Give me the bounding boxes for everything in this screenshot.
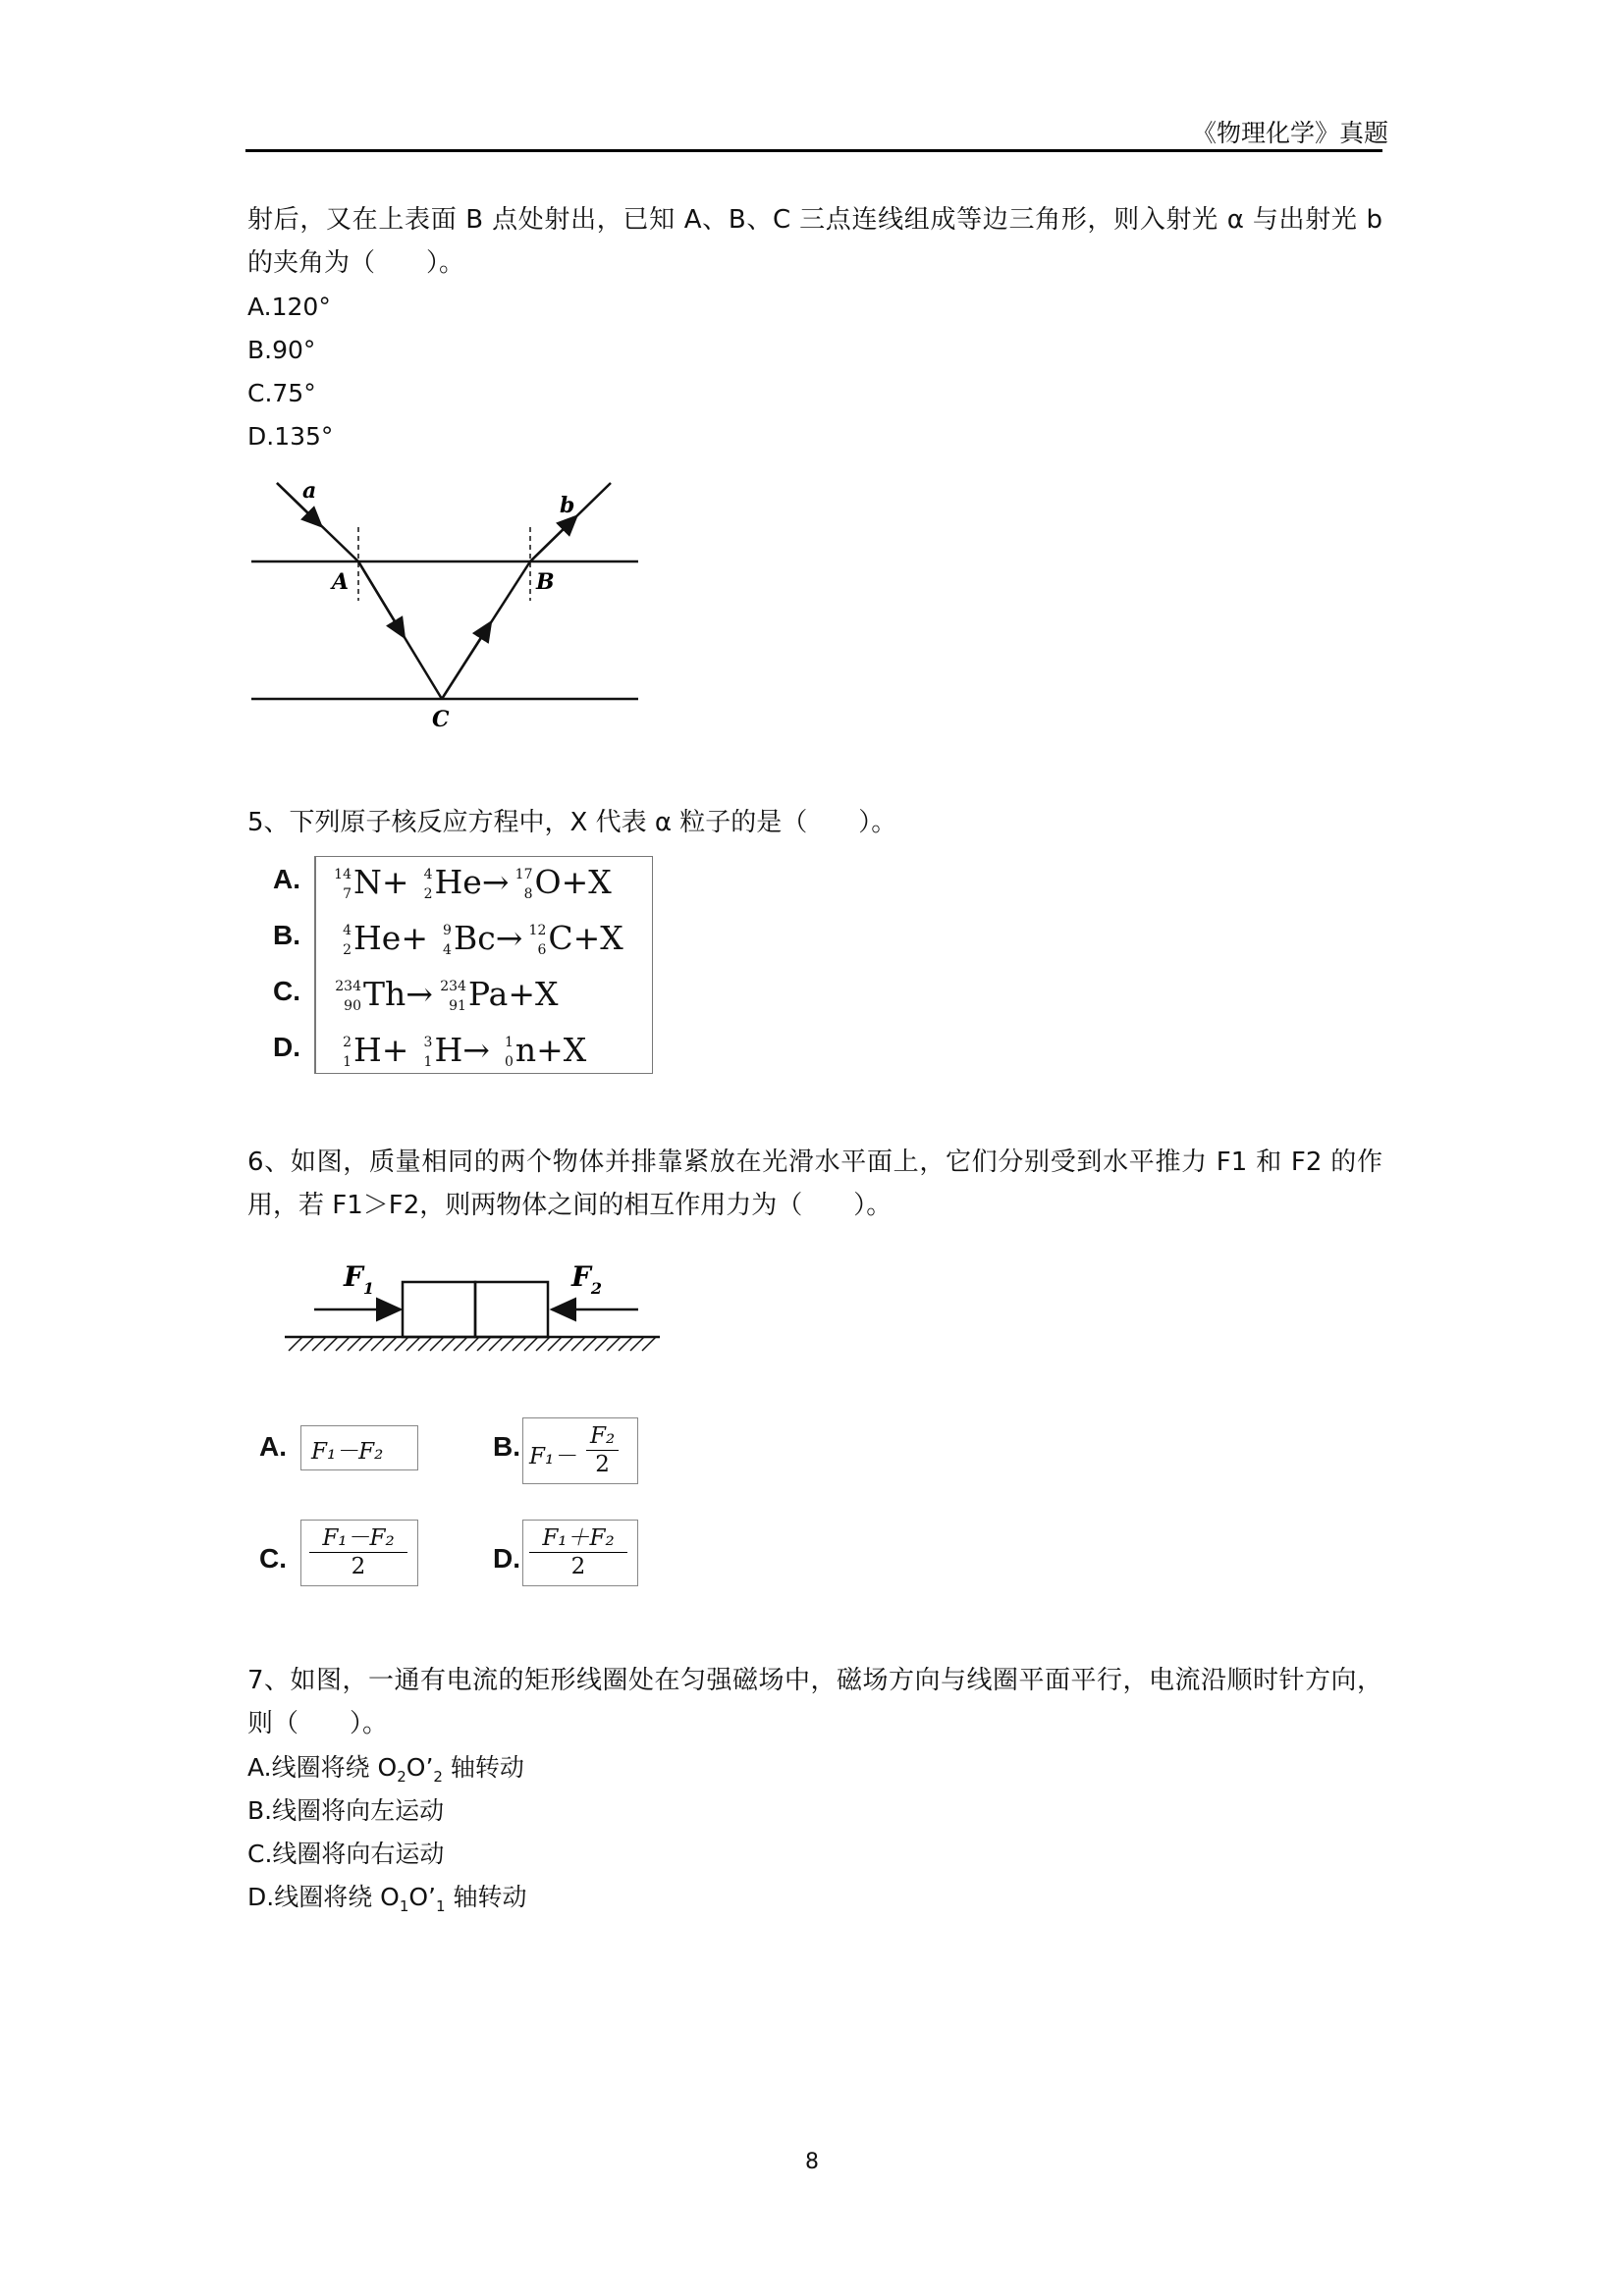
- q6-label-a: A.: [259, 1431, 287, 1462]
- refraction-figure: [245, 473, 648, 738]
- label-a: a: [302, 478, 317, 504]
- equation-b: 4 2 He+ 9 4 Bc→ 12 6 C+X: [343, 919, 623, 958]
- label-f1: $F_1$: [344, 1260, 375, 1298]
- q7-option-b: B.线圈将向左运动: [247, 1796, 445, 1825]
- q4-option-b: B.90°: [247, 336, 316, 364]
- point-a: A: [332, 569, 350, 595]
- q6-option-c-den: 2: [351, 1554, 366, 1579]
- equation-d: 2 1 H+ 3 1 H→ 1 0 n+X: [343, 1031, 587, 1070]
- block-left: [403, 1282, 475, 1337]
- header-rule: [245, 149, 1382, 152]
- q5-equation-box: [314, 856, 653, 1074]
- q7-option-a: A.线圈将绕 $O_2O’_2$ 轴转动: [247, 1753, 524, 1786]
- q7-text: 7、如图，一通有电流的矩形线圈处在匀强磁场中，磁场方向与线圈平面平行，电流沿顺时针方向，则（ ）。: [247, 1666, 1382, 1738]
- q5-text: 5、下列原子核反应方程中，X 代表 α 粒子的是（ ）。: [247, 808, 897, 837]
- q6-label-d: D.: [493, 1543, 520, 1574]
- q6-option-c-frac: [309, 1524, 407, 1580]
- q6-option-c-box: [300, 1520, 418, 1586]
- label-b: b: [560, 493, 575, 518]
- q7-option-d: D.线圈将绕 $O_1O’_1$ 轴转动: [247, 1883, 527, 1915]
- q6-option-b-lead: F₁－: [529, 1444, 577, 1469]
- q6-label-b: B.: [493, 1431, 520, 1462]
- q4-option-c: C.75°: [247, 379, 316, 407]
- q6-option-b-frac: [586, 1422, 619, 1478]
- block-right: [475, 1282, 548, 1337]
- label-f2: $F_2$: [571, 1260, 603, 1298]
- point-b: B: [536, 569, 555, 595]
- q5-label-b: B.: [273, 920, 300, 950]
- header-title: 《物理化学》真题: [1191, 119, 1388, 147]
- q5-label-d: D.: [273, 1032, 300, 1062]
- page-number: 8: [805, 2150, 819, 2174]
- q6-option-b-den: 2: [595, 1452, 610, 1477]
- q5-label-a: A.: [273, 864, 300, 894]
- q6-option-b-box: [522, 1417, 638, 1484]
- q4-text: 射后，又在上表面 B 点处射出，已知 A、B、C 三点连线组成等边三角形，则入射光 α 与出射光 b 的夹角为（ ）。: [247, 205, 1382, 278]
- ground-hatching: [289, 1337, 656, 1351]
- q4-option-d: D.135°: [247, 422, 334, 451]
- q6-label-c: C.: [259, 1543, 287, 1574]
- q6-text: 6、如图，质量相同的两个物体并排靠紧放在光滑水平面上，它们分别受到水平推力 F1 和 F2 的作用，若 F1＞F2，则两物体之间的相互作用力为（ ）。: [247, 1148, 1382, 1220]
- q6-option-b-num: F₂: [586, 1422, 619, 1451]
- q6-option-a-box: [300, 1425, 418, 1470]
- blocks-figure: [275, 1247, 668, 1384]
- equation-a: 14 7 N+ 4 2 He→ 17 8 O+X: [334, 863, 612, 902]
- q5-label-c: C.: [273, 976, 300, 1006]
- q4-option-a: A.120°: [247, 293, 331, 321]
- q6-option-c-num: F₁－F₂: [309, 1524, 407, 1553]
- point-c: C: [432, 707, 450, 732]
- q6-option-d-frac: [529, 1524, 627, 1580]
- q6-option-a-expr: F₁－F₂: [311, 1439, 384, 1465]
- q6-option-d-box: [522, 1520, 638, 1586]
- equation-c: 234 90 Th→ 234 91 Pa+X: [335, 975, 559, 1014]
- q7-option-c: C.线圈将向右运动: [247, 1840, 445, 1868]
- q6-option-d-num: F₁＋F₂: [529, 1524, 627, 1553]
- q6-option-d-den: 2: [570, 1554, 586, 1579]
